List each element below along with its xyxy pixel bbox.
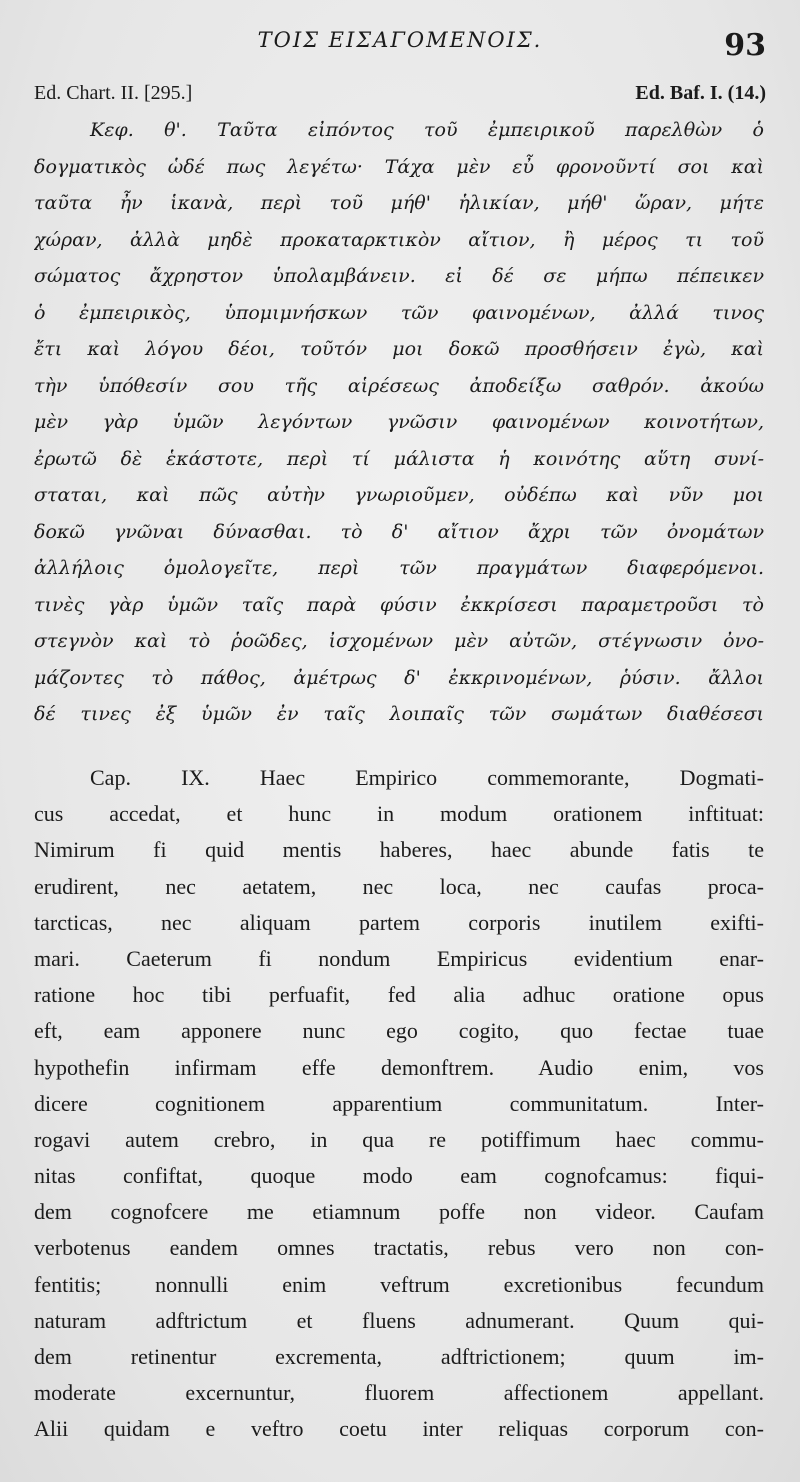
greek-line: μάζοντες τὸ πάθος, ἀμέτρως δ' ἐκκρινομένων, ῥύσιν. ἄλλοι xyxy=(34,666,764,689)
greek-line: ἐρωτῶ δὲ ἑκάστοτε, περὶ τί μάλιστα ἡ κοινότης αὕτη συνί- xyxy=(34,447,764,470)
latin-line: rogavi autem crebro, in qua re potiffimum haec commu- xyxy=(34,1126,764,1152)
greek-line: στεγνὸν καὶ τὸ ῥοῶδες, ἰσχομένων μὲν αὐτῶν, στέγνωσιν ὀνο- xyxy=(34,630,764,652)
latin-line: dem retinentur excrementa, adftrictionem; quum im- xyxy=(34,1344,764,1369)
greek-line: χώραν, ἀλλὰ μηδὲ προκαταρκτικὸν αἴτιον, ἢ μέρος τι τοῦ xyxy=(34,228,764,251)
page-number: 93 xyxy=(724,28,766,63)
greek-line: Κεφ. θ'. Ταῦτα εἰπόντος τοῦ ἐμπειρικοῦ παρελθὼν ὁ xyxy=(90,119,764,141)
latin-line: Cap. IX. Haec Empirico commemorante, Dogmati- xyxy=(90,765,764,790)
greek-line: ὁ ἐμπειρικὸς, ὑπομιμνήσκων τῶν φαινομένων, ἀλλά τινος xyxy=(34,301,764,324)
latin-line: fentitis; nonnulli enim veftrum excretionibus fecundum xyxy=(34,1271,764,1297)
greek-line: ἀλλήλοις ὁμολογεῖτε, περὶ τῶν πραγμάτων διαφερόμενοι. xyxy=(34,557,764,579)
greek-text-block xyxy=(34,112,764,733)
greek-line: ἔτι καὶ λόγου δέοι, τοῦτόν μοι δοκῶ προσθήσειν ἐγὼ, καὶ xyxy=(34,338,764,360)
latin-line: ratione hoc tibi perfuafit, fed alia adhuc oratione opus xyxy=(34,982,764,1008)
greek-line: μὲν γὰρ ὑμῶν λεγόντων γνῶσιν φαινομένων κοινοτήτων, xyxy=(34,411,764,433)
latin-line: mari. Caeterum fi nondum Empiricus evidentium enar- xyxy=(34,945,764,971)
edition-left: Ed. Chart. II. [295.] xyxy=(34,82,193,104)
greek-line: τὴν ὑπόθεσίν σου τῆς αἱρέσεως ἀποδείξω σαθρόν. ἀκούω xyxy=(34,374,764,397)
latin-line: moderate excernuntur, fluorem affectionem appellant. xyxy=(34,1380,764,1406)
greek-line: δέ τινες ἐξ ὑμῶν ἐν ταῖς λοιπαῖς τῶν σωμάτων διαθέσεσι xyxy=(34,703,764,725)
greek-line: τινὲς γὰρ ὑμῶν ταῖς παρὰ φύσιν ἐκκρίσεσι παραμετροῦσι τὸ xyxy=(34,593,764,616)
latin-line: hypothefin infirmam effe demonftrem. Audio enim, vos xyxy=(34,1054,764,1080)
latin-line: Alii quidam e veftro coetu inter reliquas corporum con- xyxy=(34,1416,764,1442)
latin-line: cus accedat, et hunc in modum orationem inftituat: xyxy=(34,801,764,827)
running-title: ΤΟΙΣ ΕΙΣΑΓΟΜΕΝΟΙΣ. xyxy=(257,28,543,52)
greek-line: δοκῶ γνῶναι δύνασθαι. τὸ δ' αἴτιον ἄχρι τῶν ὀνομάτων xyxy=(34,520,764,543)
latin-line: nitas confiftat, quoque modo eam cognofcamus: fiqui- xyxy=(34,1163,764,1189)
latin-line: tarcticas, nec aliquam partem corporis inutilem exifti- xyxy=(34,909,764,935)
latin-line: naturam adftrictum et fluens adnumerant. Quum qui- xyxy=(34,1307,764,1333)
greek-line: δογματικὸς ὡδέ πως λεγέτω· Τάχα μὲν εὖ φρονοῦντί σοι καὶ xyxy=(34,155,764,178)
latin-line: verbotenus eandem omnes tractatis, rebus vero non con- xyxy=(34,1235,764,1261)
greek-line: σταται, καὶ πῶς αὐτὴν γνωριοῦμεν, οὐδέπω καὶ νῦν μοι xyxy=(34,484,764,506)
latin-line: eft, eam apponere nunc ego cogito, quo fectae tuae xyxy=(34,1018,764,1044)
latin-text-block xyxy=(34,760,764,1448)
greek-line: σώματος ἄχρηστον ὑπολαμβάνειν. εἰ δέ σε μήπω πέπεικεν xyxy=(34,265,764,287)
latin-line: dicere cognitionem apparentium communitatum. Inter- xyxy=(34,1090,764,1116)
latin-line: erudirent, nec aetatem, nec loca, nec caufas proca- xyxy=(34,873,764,899)
greek-line: ταῦτα ἦν ἱκανὰ, περὶ τοῦ μήθ' ἡλικίαν, μήθ' ὥραν, μήτε xyxy=(34,192,764,214)
latin-line: dem cognofcere me etiamnum poffe non videor. Caufam xyxy=(34,1199,764,1225)
edition-right: Ed. Baf. I. (14.) xyxy=(635,82,766,104)
edition-line xyxy=(34,82,766,105)
latin-line: Nimirum fi quid mentis haberes, haec abunde fatis te xyxy=(34,837,764,863)
